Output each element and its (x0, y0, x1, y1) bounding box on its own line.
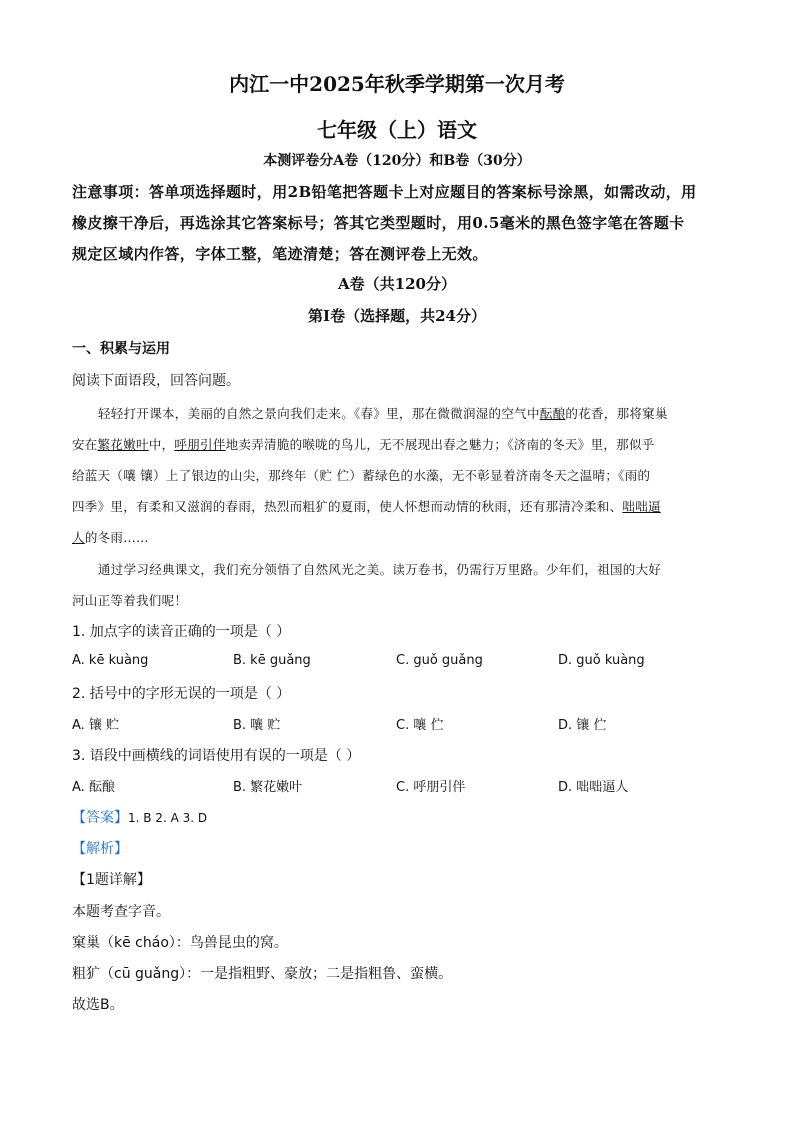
question-3-option-b: B. 繁花嫩叶 (233, 780, 303, 795)
analysis-conclusion: 故选B。 (72, 997, 124, 1013)
analysis-line: 本题考查字音。 (72, 904, 170, 920)
question-3-stem: 3. 语段中画横线的词语使用有误的一项是（ ） (72, 748, 361, 764)
question-1-option-d: D. guǒ kuàng (558, 653, 645, 668)
question-1-stem: 1. 加点字的读音正确的一项是（ ） (72, 624, 291, 640)
passage-line: 河山正等着我们呢！ (72, 593, 188, 608)
passage-line (98, 404, 668, 422)
volume-i-heading: 第Ⅰ卷（选择题，共24分） (308, 307, 486, 325)
exam-subtitle: 本测评卷分A卷（120分）和B卷（30分） (263, 153, 531, 169)
exam-title: 内江一中2025年秋季学期第一次月考 (229, 72, 565, 96)
underlined-word: 人 (72, 530, 85, 545)
answer-line (72, 807, 207, 827)
section-a-heading: A卷（共120分） (338, 275, 456, 293)
notice-line-1: 注意事项：答单项选择题时，用2B铅笔把答题卡上对应题目的答案标号涂黑，如需改动，用 (72, 183, 697, 201)
question-2-stem: 2. 括号中的字形无误的一项是（ ） (72, 686, 291, 702)
reading-instruction: 阅读下面语段，回答问题。 (72, 373, 240, 389)
underlined-word: 繁花嫩叶 (97, 437, 149, 452)
analysis-line: 窠巢（kē cháo）：鸟兽昆虫的窝。 (72, 935, 288, 951)
grade-subject-title: 七年级（上）语文 (317, 118, 477, 142)
question-1-option-c: C. guǒ guǎng (396, 653, 483, 668)
passage-line (72, 528, 149, 546)
passage-line (72, 497, 661, 515)
passage-text: 地卖弄清脆的喉咙的鸟儿，无不展现出春之魅力；《济南的冬天》里，那似乎 (225, 437, 655, 452)
underlined-word: 酝酿 (539, 406, 566, 421)
passage-line (72, 435, 655, 453)
question-1-option-a: A. kē kuàng (72, 653, 149, 668)
question-1-option-b: B. kē guǎng (233, 653, 311, 668)
passage-text: 轻轻打开课本，美丽的自然之景向我们走来。《春》里，那在微微润湿的空气中 (98, 406, 540, 421)
question-3-option-c: C. 呼朋引伴 (396, 780, 466, 795)
underlined-word: 咄咄逼 (622, 499, 661, 514)
answer-values: 1. B 2. A 3. D (128, 811, 208, 825)
notice-line-3: 规定区域内作答，字体工整，笔迹清楚；答在测评卷上无效。 (72, 245, 488, 263)
passage-text: 四季》里，有柔和又滋润的春雨，热烈而粗犷的夏雨，使人怀想而动情的秋雨，还有那清冷柔和、 (72, 499, 623, 514)
q1-detail-label: 【1题详解】 (72, 872, 151, 888)
passage-line: 通过学习经典课文，我们充分领悟了自然风光之美。读万卷书，仍需行万里路。少年们，祖国的大好 (98, 562, 662, 577)
underlined-word: 呼朋引伴 (174, 437, 226, 452)
question-2-option-b: B. 嚷 贮 (233, 718, 281, 733)
analysis-line: 粗犷（cū guǎng）：一是指粗野、豪放；二是指粗鲁、蛮横。 (72, 966, 453, 982)
passage-line: 给蓝天（嚷 镶）上了银边的山尖，那终年（贮 伫）蓄绿色的水藻，无不彰显着济南冬天之温晴；《雨的 (72, 468, 651, 483)
question-2-option-c: C. 嚷 伫 (396, 718, 444, 733)
question-2-option-a: A. 镶 贮 (72, 718, 120, 733)
passage-text: 的冬雨…… (84, 530, 149, 545)
answer-label: 【答案】 (72, 810, 128, 826)
question-2-option-d: D. 镶 伫 (558, 718, 607, 733)
question-3-option-a: A. 酝酿 (72, 780, 115, 795)
part-heading: 一、积累与运用 (72, 341, 170, 357)
analysis-label: 【解析】 (72, 841, 128, 857)
question-3-option-d: D. 咄咄逼人 (558, 780, 629, 795)
passage-text: 的花香，那将窠巢 (565, 406, 668, 421)
passage-text: 中， (148, 437, 175, 452)
notice-line-2: 橡皮擦干净后，再选涂其它答案标号；答其它类型题时，用0.5毫米的黑色签字笔在答题卡 (72, 214, 685, 232)
passage-text: 安在 (72, 437, 98, 452)
